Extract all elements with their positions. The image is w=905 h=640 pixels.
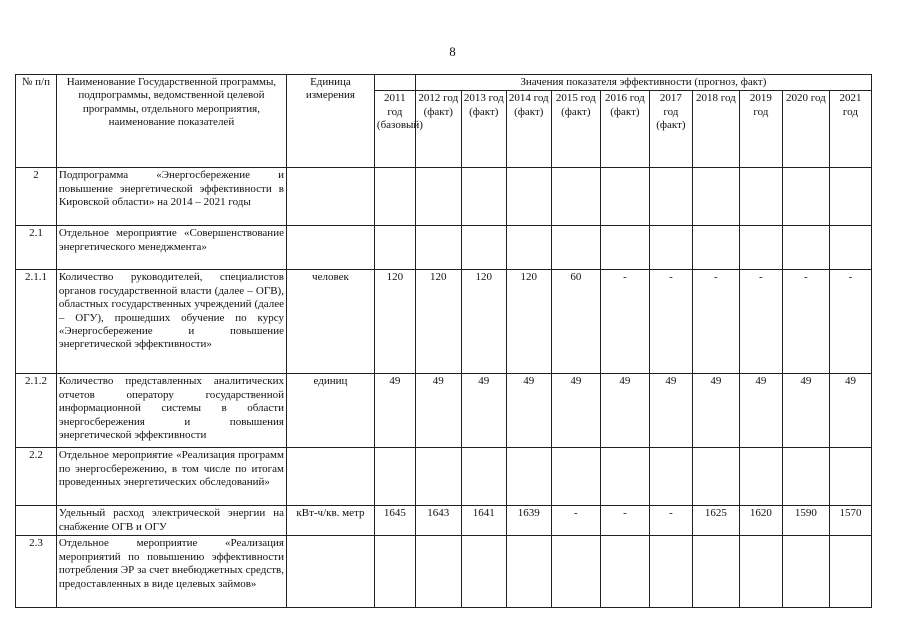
row-name: Удельный расход электрической энергии на снабжение ОГВ и ОГУ [56, 506, 286, 536]
row-value-0 [374, 448, 415, 506]
row-unit: единиц [286, 374, 374, 448]
row-value-3 [506, 226, 551, 270]
row-value-5: - [600, 506, 649, 536]
header-year-spacer [374, 75, 415, 91]
row-value-6: - [649, 270, 692, 374]
row-value-0 [374, 168, 415, 226]
row-unit [286, 448, 374, 506]
row-value-4 [551, 536, 600, 608]
row-value-6 [649, 226, 692, 270]
row-unit: кВт-ч/кв. метр [286, 506, 374, 536]
row-value-8: - [739, 270, 782, 374]
row-value-9: 49 [782, 374, 829, 448]
row-value-5: 49 [600, 374, 649, 448]
row-value-0: 1645 [374, 506, 415, 536]
row-value-3: 49 [506, 374, 551, 448]
row-value-7: - [692, 270, 739, 374]
header-year-9: 2020 год [782, 91, 829, 168]
row-value-4 [551, 168, 600, 226]
header-year-10: 2021 год [829, 91, 871, 168]
row-value-7 [692, 168, 739, 226]
row-value-6 [649, 168, 692, 226]
row-value-8: 49 [739, 374, 782, 448]
row-value-0: 120 [374, 270, 415, 374]
header-year-8: 2019 год [739, 91, 782, 168]
row-number [16, 506, 57, 536]
row-value-2 [461, 448, 506, 506]
row-name: Отдельное мероприятие «Реализация программ по энергосбережению, в том числе по итогам проведенных энергетических обследований» [56, 448, 286, 506]
table-row [16, 448, 872, 506]
row-value-1 [415, 226, 461, 270]
row-unit [286, 226, 374, 270]
row-value-9 [782, 448, 829, 506]
page-number: 8 [449, 44, 456, 59]
row-value-5 [600, 536, 649, 608]
row-value-6 [649, 536, 692, 608]
header-values: Значения показателя эффективности (прогноз, факт) [415, 75, 871, 91]
row-value-3 [506, 448, 551, 506]
row-value-4: 60 [551, 270, 600, 374]
table-row [16, 506, 872, 536]
row-value-3: 1639 [506, 506, 551, 536]
header-name: Наименование Государственной программы, подпрограммы, ведомственной целевой программы, отдельного мероприятия, наименование показателей [56, 75, 286, 168]
table-row [16, 374, 872, 448]
row-value-10 [829, 448, 871, 506]
row-value-7 [692, 536, 739, 608]
row-value-0 [374, 536, 415, 608]
row-value-1: 49 [415, 374, 461, 448]
header-unit: Единица измерения [286, 75, 374, 168]
row-value-2: 1641 [461, 506, 506, 536]
row-value-5 [600, 168, 649, 226]
row-value-2: 49 [461, 374, 506, 448]
row-value-5 [600, 226, 649, 270]
row-value-0: 49 [374, 374, 415, 448]
row-value-7 [692, 226, 739, 270]
table-row [16, 270, 872, 374]
row-value-6 [649, 448, 692, 506]
table-row [16, 168, 872, 226]
indicators-table [15, 74, 872, 608]
header-year-6: 2017 год (факт) [649, 91, 692, 168]
row-value-8: 1620 [739, 506, 782, 536]
row-value-9: 1590 [782, 506, 829, 536]
row-value-1: 1643 [415, 506, 461, 536]
row-value-10 [829, 536, 871, 608]
header-year-2: 2013 год (факт) [461, 91, 506, 168]
table-row [16, 226, 872, 270]
row-value-8 [739, 448, 782, 506]
row-value-1 [415, 448, 461, 506]
row-number: 2.2 [16, 448, 57, 506]
row-value-9 [782, 536, 829, 608]
row-value-9 [782, 226, 829, 270]
row-number: 2 [16, 168, 57, 226]
row-value-3: 120 [506, 270, 551, 374]
table-row [16, 536, 872, 608]
row-value-9 [782, 168, 829, 226]
row-value-9: - [782, 270, 829, 374]
row-number: 2.3 [16, 536, 57, 608]
row-unit [286, 168, 374, 226]
row-value-8 [739, 168, 782, 226]
row-value-1: 120 [415, 270, 461, 374]
row-value-2: 120 [461, 270, 506, 374]
row-value-3 [506, 168, 551, 226]
row-unit: человек [286, 270, 374, 374]
row-value-6: - [649, 506, 692, 536]
row-value-5: - [600, 270, 649, 374]
row-value-1 [415, 168, 461, 226]
row-value-10 [829, 168, 871, 226]
row-value-4: - [551, 506, 600, 536]
row-value-2 [461, 168, 506, 226]
header-year-1: 2012 год (факт) [415, 91, 461, 168]
row-value-4: 49 [551, 374, 600, 448]
header-year-4: 2015 год (факт) [551, 91, 600, 168]
row-value-0 [374, 226, 415, 270]
row-value-4 [551, 448, 600, 506]
header-row-1 [16, 75, 872, 91]
row-name: Отдельное мероприятие «Совершенствование энергетического менеджмента» [56, 226, 286, 270]
row-value-7: 1625 [692, 506, 739, 536]
row-name: Отдельное мероприятие «Реализация мероприятий по повышению эффективности потребления ЭР за счет внебюджетных средств, предоставленных в виде целевых займов» [56, 536, 286, 608]
row-name: Количество руководителей, специалистов органов государственной власти (далее – ОГВ), областных государственных учреждений (далее – ОГУ), прошедших обучение по курсу «Энергосбережение и повышение энергетической эффективности» [56, 270, 286, 374]
header-year-7: 2018 год [692, 91, 739, 168]
row-name: Количество представленных аналитических отчетов оператору государственной информационной системы в области энергосбережения и повышения энергетической эффективности [56, 374, 286, 448]
row-value-6: 49 [649, 374, 692, 448]
header-year-3: 2014 год (факт) [506, 91, 551, 168]
row-value-10 [829, 226, 871, 270]
row-value-10: - [829, 270, 871, 374]
header-year-5: 2016 год (факт) [600, 91, 649, 168]
row-value-10: 49 [829, 374, 871, 448]
row-unit [286, 536, 374, 608]
row-value-2 [461, 226, 506, 270]
row-value-5 [600, 448, 649, 506]
header-year-0: 2011 год (базовый) [374, 91, 415, 168]
row-value-2 [461, 536, 506, 608]
header-num: № п/п [16, 75, 57, 168]
row-value-10: 1570 [829, 506, 871, 536]
row-value-4 [551, 226, 600, 270]
row-value-7: 49 [692, 374, 739, 448]
row-value-3 [506, 536, 551, 608]
row-number: 2.1.2 [16, 374, 57, 448]
row-name: Подпрограмма «Энергосбережение и повышение энергетической эффективности в Кировской области» на 2014 – 2021 годы [56, 168, 286, 226]
row-value-8 [739, 226, 782, 270]
row-value-1 [415, 536, 461, 608]
row-value-8 [739, 536, 782, 608]
row-number: 2.1 [16, 226, 57, 270]
row-value-7 [692, 448, 739, 506]
row-number: 2.1.1 [16, 270, 57, 374]
